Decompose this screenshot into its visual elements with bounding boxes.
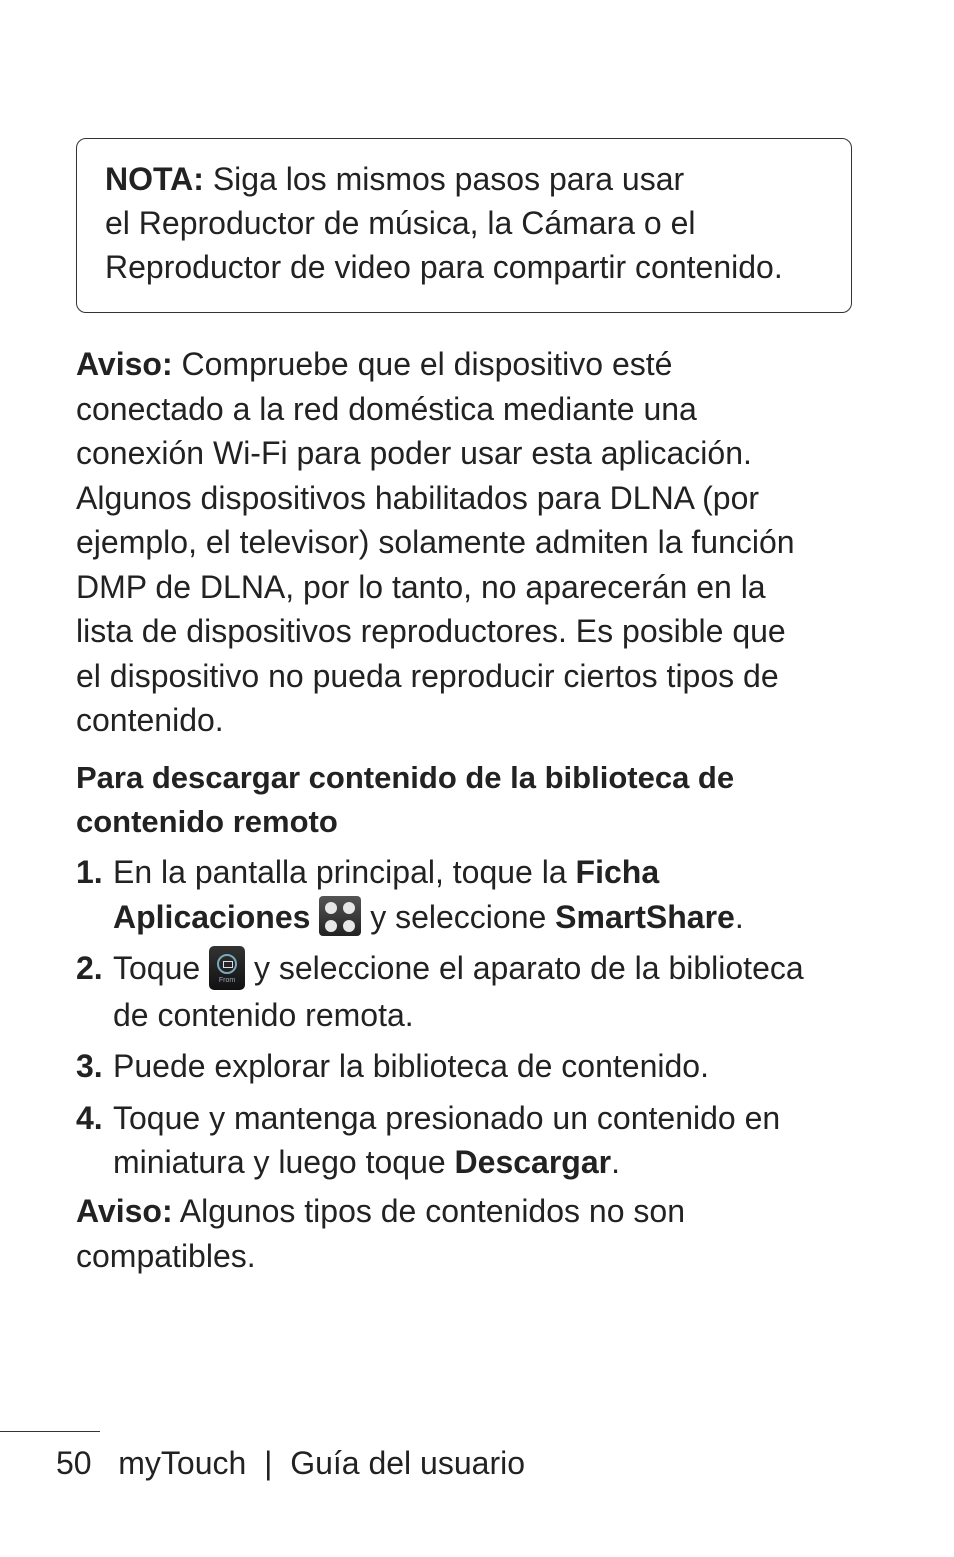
step-4-text-b: miniatura y luego toque <box>113 1144 455 1181</box>
note-line-3: Reproductor de video para compartir contenido. <box>105 249 783 285</box>
aviso-line-8: el dispositivo no pueda reproducir ciertos tipos de <box>76 657 779 694</box>
aviso-2-line-1 <box>76 1189 856 1234</box>
step-1-text: En la pantalla principal, toque la <box>113 854 576 890</box>
from-icon-label: From <box>218 976 236 984</box>
step-1-bold-ficha: Ficha <box>575 854 660 890</box>
aviso-line-4: Algunos dispositivos habilitados para DLNA (por <box>76 479 760 516</box>
list-item <box>76 1044 876 1089</box>
apps-grid-icon <box>319 896 361 936</box>
page-footer <box>56 1441 525 1485</box>
footer-separator: | <box>264 1445 273 1481</box>
step-1-text-b: y seleccione <box>361 898 556 935</box>
step-1-bold-aplicaciones: Aplicaciones <box>113 898 311 935</box>
note-box <box>76 138 852 313</box>
aviso-2-label: Aviso: <box>76 1193 173 1229</box>
aviso-paragraph <box>76 342 856 743</box>
step-2-text-b: y seleccione el aparato de la biblioteca <box>245 950 804 987</box>
note-line-2: el Reproductor de música, la Cámara o el <box>105 205 696 241</box>
aviso-line-7: lista de dispositivos reproductores. Es posible que <box>76 613 786 649</box>
step-2-line-2: de contenido remota. <box>113 996 414 1033</box>
aviso-label: Aviso: <box>76 346 173 382</box>
aviso-line-3: conexión Wi-Fi para poder usar esta aplicación. <box>76 435 752 471</box>
list-item <box>76 1096 876 1185</box>
section-heading <box>76 756 856 844</box>
step-number: 1. <box>76 854 103 890</box>
note-label: NOTA: <box>105 161 204 197</box>
step-1-line-2 <box>113 895 876 940</box>
aviso-line-9: contenido. <box>76 702 224 738</box>
list-item <box>76 946 876 1037</box>
step-number: 2. <box>76 950 103 987</box>
aviso-text-1: Compruebe que el dispositivo esté <box>181 346 673 382</box>
footer-rule <box>0 1431 100 1432</box>
aviso-line-5: ejemplo, el televisor) solamente admiten la función <box>76 524 795 560</box>
footer-product: myTouch <box>118 1445 247 1481</box>
page-number: 50 <box>56 1445 92 1481</box>
step-1-line-1 <box>113 850 876 895</box>
heading-line-2: contenido remoto <box>76 804 338 839</box>
step-4-line-1: Toque y mantenga presionado un contenido en <box>113 1099 781 1136</box>
aviso-line-1 <box>76 342 856 387</box>
step-number: 4. <box>76 1099 103 1136</box>
footer-guide: Guía del usuario <box>290 1445 525 1481</box>
steps-list <box>76 850 876 1192</box>
step-4-line-2 <box>113 1140 876 1185</box>
list-item <box>76 850 876 939</box>
step-4-period: . <box>611 1144 620 1181</box>
aviso-2-paragraph <box>76 1189 856 1278</box>
aviso-2-text-1: Algunos tipos de contenidos no son <box>179 1193 685 1229</box>
heading-line-1: Para descargar contenido de la biblioteca de <box>76 760 735 795</box>
note-line-1 <box>105 157 851 201</box>
step-4-bold-descargar: Descargar <box>454 1144 612 1181</box>
aviso-line-6: DMP de DLNA, por lo tanto, no aparecerán en la <box>76 568 766 605</box>
aviso-2-line-2: compatibles. <box>76 1237 256 1274</box>
note-text-1: Siga los mismos pasos para usar <box>212 161 685 197</box>
from-device-icon <box>209 946 245 990</box>
step-2-line-1 <box>113 946 876 993</box>
step-2-text-a: Toque <box>113 950 210 987</box>
step-1-bold-smartshare: SmartShare <box>555 898 735 935</box>
step-1-period: . <box>734 898 744 935</box>
step-number: 3. <box>76 1048 103 1085</box>
step-3-line-1: Puede explorar la biblioteca de contenido. <box>113 1048 709 1085</box>
aviso-line-2: conectado a la red doméstica mediante una <box>76 390 697 427</box>
